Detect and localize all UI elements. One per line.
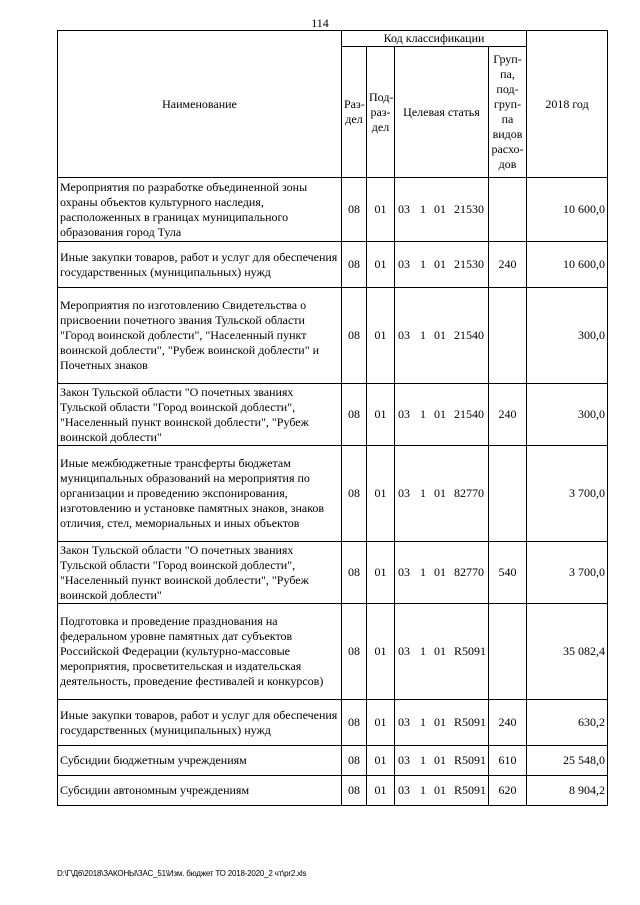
row-amount: 3 700,0 <box>527 542 608 604</box>
table-row <box>58 776 608 806</box>
row-amount: 35 082,4 <box>527 604 608 700</box>
header-razdel <box>342 47 367 178</box>
row-target-article <box>395 542 489 604</box>
target-article-part: 03 <box>398 486 410 500</box>
row-podrazdel: 01 <box>367 242 395 288</box>
target-article-part: 1 <box>420 715 426 729</box>
row-razdel: 08 <box>342 242 367 288</box>
target-article-part: 21540 <box>454 328 484 342</box>
header-group <box>489 47 527 178</box>
row-razdel: 08 <box>342 446 367 542</box>
target-article-part: 03 <box>398 644 410 658</box>
row-podrazdel: 01 <box>367 746 395 776</box>
target-article-part: R5091 <box>454 753 487 767</box>
target-article-part: 82770 <box>454 486 484 500</box>
row-name: Субсидии бюджетным учреждениям <box>58 746 342 776</box>
row-razdel: 08 <box>342 604 367 700</box>
header-podrazdel <box>367 47 395 178</box>
row-podrazdel: 01 <box>367 288 395 384</box>
header-name: Наименование <box>58 31 342 178</box>
row-group: 240 <box>489 700 527 746</box>
target-article-part: 1 <box>420 257 426 271</box>
row-name: Иные закупки товаров, работ и услуг для обеспечения государственных (муниципальных) нужд <box>58 700 342 746</box>
target-article-part: 01 <box>434 783 446 797</box>
target-article-part: 82770 <box>454 565 484 579</box>
table-row <box>58 542 608 604</box>
header-group-text: Груп- па, под- груп- па видов расхо- дов <box>491 52 524 171</box>
row-name: Иные закупки товаров, работ и услуг для обеспечения государственных (муниципальных) нужд <box>58 242 342 288</box>
row-target-article <box>395 700 489 746</box>
row-amount: 10 600,0 <box>527 242 608 288</box>
row-group: 540 <box>489 542 527 604</box>
target-article-part: 01 <box>434 328 446 342</box>
row-name: Подготовка и проведение празднования на федеральном уровне памятных дат субъектов Российской Федерации (культурно-массовые мероприятия, просветительская и издательская деятельность, проведение фестивалей и конкурсов) <box>58 604 342 700</box>
row-razdel: 08 <box>342 384 367 446</box>
row-name: Закон Тульской области "О почетных званиях Тульской области "Город воинской доблести", "Населенный пункт воинской доблести", "Рубеж воинской доблести" <box>58 542 342 604</box>
target-article-part: R5091 <box>454 783 487 797</box>
row-podrazdel: 01 <box>367 178 395 242</box>
row-group: 610 <box>489 746 527 776</box>
table-row <box>58 700 608 746</box>
target-article-part: 03 <box>398 753 410 767</box>
row-target-article <box>395 288 489 384</box>
target-article-part: R5091 <box>454 715 487 729</box>
row-group: 240 <box>489 384 527 446</box>
row-podrazdel: 01 <box>367 700 395 746</box>
row-group: 240 <box>489 242 527 288</box>
row-target-article <box>395 446 489 542</box>
row-razdel: 08 <box>342 542 367 604</box>
table-row <box>58 288 608 384</box>
row-name: Субсидии автономным учреждениям <box>58 776 342 806</box>
target-article-part: 03 <box>398 257 410 271</box>
row-razdel: 08 <box>342 288 367 384</box>
target-article-part: 03 <box>398 328 410 342</box>
target-article-part: 1 <box>420 202 426 216</box>
row-amount: 300,0 <box>527 384 608 446</box>
target-article-part: R5091 <box>454 644 487 658</box>
table-row <box>58 604 608 700</box>
target-article-part: 03 <box>398 715 410 729</box>
row-amount: 8 904,2 <box>527 776 608 806</box>
row-target-article <box>395 604 489 700</box>
row-razdel: 08 <box>342 700 367 746</box>
target-article-part: 1 <box>420 486 426 500</box>
target-article-part: 01 <box>434 753 446 767</box>
row-name: Иные межбюджетные трансферты бюджетам муниципальных образований на мероприятия по организации и проведению экспонирования, изготовлению и установке памятных знаков, знаков отличия, стел, мемориальных и иных объектов <box>58 446 342 542</box>
target-article-part: 1 <box>420 407 426 421</box>
row-podrazdel: 01 <box>367 604 395 700</box>
row-razdel: 08 <box>342 178 367 242</box>
page-number: 114 <box>311 16 329 30</box>
row-podrazdel: 01 <box>367 776 395 806</box>
row-name: Мероприятия по изготовлению Свидетельства о присвоении почетного звания Тульской области "Город воинской доблести", "Населенный пункт воинской доблести", "Рубеж воинской доблести" и Почетных знаков <box>58 288 342 384</box>
target-article-part: 01 <box>434 486 446 500</box>
target-article-part: 1 <box>420 644 426 658</box>
budget-table <box>57 30 608 806</box>
row-razdel: 08 <box>342 776 367 806</box>
target-article-part: 01 <box>434 202 446 216</box>
header-podrazdel-text: Под- раз- дел <box>369 89 394 134</box>
table-row <box>58 178 608 242</box>
row-amount: 630,2 <box>527 700 608 746</box>
row-podrazdel: 01 <box>367 446 395 542</box>
target-article-part: 03 <box>398 202 410 216</box>
row-group <box>489 446 527 542</box>
row-amount: 300,0 <box>527 288 608 384</box>
target-article-part: 21530 <box>454 202 484 216</box>
row-group <box>489 604 527 700</box>
target-article-part: 1 <box>420 783 426 797</box>
row-group: 620 <box>489 776 527 806</box>
row-target-article <box>395 242 489 288</box>
header-code-group: Код классификации <box>342 31 527 47</box>
row-razdel: 08 <box>342 746 367 776</box>
target-article-part: 03 <box>398 565 410 579</box>
row-amount: 25 548,0 <box>527 746 608 776</box>
row-podrazdel: 01 <box>367 542 395 604</box>
row-podrazdel: 01 <box>367 384 395 446</box>
row-amount: 10 600,0 <box>527 178 608 242</box>
target-article-part: 21540 <box>454 407 484 421</box>
target-article-part: 01 <box>434 644 446 658</box>
row-amount: 3 700,0 <box>527 446 608 542</box>
target-article-part: 01 <box>434 407 446 421</box>
target-article-part: 1 <box>420 328 426 342</box>
row-target-article <box>395 746 489 776</box>
row-group <box>489 288 527 384</box>
target-article-part: 01 <box>434 257 446 271</box>
target-article-part: 03 <box>398 407 410 421</box>
row-group <box>489 178 527 242</box>
table-row <box>58 242 608 288</box>
target-article-part: 21530 <box>454 257 484 271</box>
target-article-part: 01 <box>434 565 446 579</box>
header-target: Целевая статья <box>395 47 489 178</box>
header-razdel-text: Раз- дел <box>344 97 365 126</box>
row-target-article <box>395 384 489 446</box>
target-article-part: 1 <box>420 753 426 767</box>
footer-file-path: D:\Г\Д6\2018\ЗАКОНЫ\ЗАС_51\Изм. бюджет ТО 2018-2020_2 чт\pr2.xls <box>57 869 307 878</box>
target-article-part: 1 <box>420 565 426 579</box>
row-target-article <box>395 776 489 806</box>
table-row <box>58 384 608 446</box>
target-article-part: 01 <box>434 715 446 729</box>
header-year: 2018 год <box>527 31 608 178</box>
row-name: Мероприятия по разработке объединенной зоны охраны объектов культурного наследия, расположенных в границах муниципального образования город Тула <box>58 178 342 242</box>
row-name: Закон Тульской области "О почетных званиях Тульской области "Город воинской доблести", "Населенный пункт воинской доблести", "Рубеж воинской доблести" <box>58 384 342 446</box>
target-article-part: 03 <box>398 783 410 797</box>
table-row <box>58 746 608 776</box>
table-row <box>58 446 608 542</box>
row-target-article <box>395 178 489 242</box>
header-row-top <box>58 31 608 47</box>
